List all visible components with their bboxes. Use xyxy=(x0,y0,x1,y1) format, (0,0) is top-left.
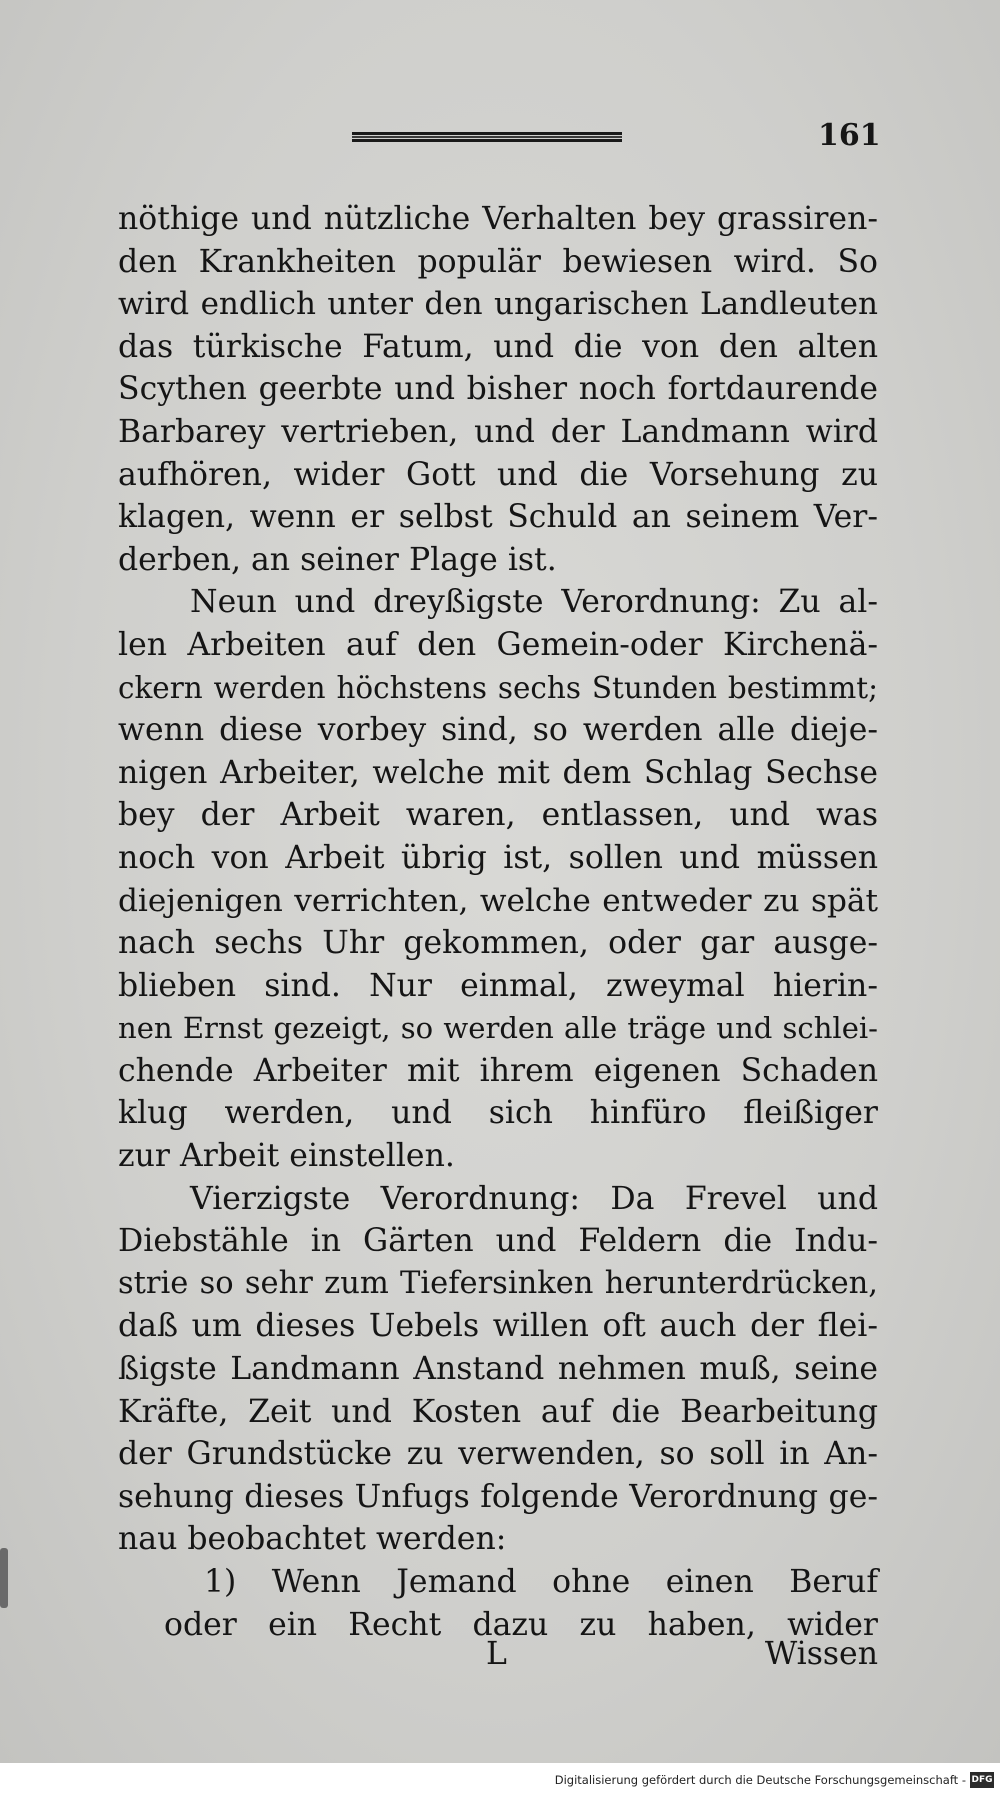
text-line: ßigste Landmann Anstand nehmen muß, seine xyxy=(118,1351,878,1388)
text-line: Vierzigste Verordnung: Da Frevel und xyxy=(190,1180,878,1217)
text-line: wird endlich unter den ungarischen Landleuten xyxy=(118,286,878,323)
funding-credit: Digitalisierung gefördert durch die Deutsche Forschungsgemeinschaft - xyxy=(554,1773,966,1787)
text-line: nen Ernst gezeigt, so werden alle träge und schlei- xyxy=(118,1011,878,1046)
text-line: wenn diese vorbey sind, so werden alle dieje- xyxy=(118,712,878,749)
text-line: klagen, wenn er selbst Schuld an seinem Ver- xyxy=(118,499,878,536)
text-line: Diebstähle in Gärten und Feldern die Indu- xyxy=(118,1223,878,1260)
text-line: nach sechs Uhr gekommen, oder gar ausge- xyxy=(118,925,878,962)
text-line: oder ein Recht dazu zu haben, wider xyxy=(164,1606,878,1643)
scan-edge-mark xyxy=(0,1548,8,1608)
text-line: klug werden, und sich hinfüro fleißiger xyxy=(118,1095,878,1132)
text-line: Scythen geerbte und bisher noch fortdaurende xyxy=(118,371,878,408)
text-line: chende Arbeiter mit ihrem eigenen Schaden xyxy=(118,1052,878,1089)
text-line: ckern werden höchstens sechs Stunden bestimmt; xyxy=(118,670,878,705)
text-line: 1) Wenn Jemand ohne einen Beruf xyxy=(204,1564,878,1600)
signature-mark: L xyxy=(486,1636,507,1672)
text-line: nöthige und nützliche Verhalten bey grassiren- xyxy=(118,201,878,237)
body-text xyxy=(118,198,878,1646)
dfg-logo-icon: DFG xyxy=(970,1772,994,1788)
text-line: strie so sehr zum Tiefersinken herunterdrücken, xyxy=(118,1265,878,1301)
text-line: zur Arbeit einstellen. xyxy=(118,1138,455,1175)
text-line: len Arbeiten auf den Gemein-oder Kirchenä- xyxy=(118,626,878,663)
catchword: Wissen xyxy=(764,1636,878,1672)
text-line: noch von Arbeit übrig ist, sollen und müssen xyxy=(118,839,878,876)
text-line: derben, an seiner Plage ist. xyxy=(118,541,557,578)
text-line: nigen Arbeiter, welche mit dem Schlag Sechse xyxy=(118,754,878,791)
text-line: Barbarey vertrieben, und der Landmann wird xyxy=(118,413,878,450)
text-line: bey der Arbeit waren, entlassen, und was xyxy=(118,797,878,834)
text-line: das türkische Fatum, und die von den alten xyxy=(118,328,878,365)
header-rule xyxy=(352,132,622,142)
page-number: 161 xyxy=(818,118,881,153)
text-line: der Grundstücke zu verwenden, so soll in An- xyxy=(118,1436,878,1473)
text-line: sehung dieses Unfugs folgende Verordnung ge- xyxy=(118,1478,878,1515)
digitization-footer xyxy=(0,1763,1000,1803)
text-line: daß um dieses Uebels willen oft auch der flei- xyxy=(118,1308,878,1345)
text-line: aufhören, wider Gott und die Vorsehung zu xyxy=(118,456,878,493)
text-line: Neun und dreyßigste Verordnung: Zu al- xyxy=(190,584,878,621)
text-line: blieben sind. Nur einmal, zweymal hierin- xyxy=(118,967,878,1004)
text-line: den Krankheiten populär bewiesen wird. So xyxy=(118,243,878,280)
text-line: Kräfte, Zeit und Kosten auf die Bearbeitung xyxy=(118,1393,878,1430)
page-foot xyxy=(118,1636,878,1680)
text-line: nau beobachtet werden: xyxy=(118,1521,507,1558)
text-line: diejenigen verrichten, welche entweder zu spät xyxy=(118,882,878,919)
